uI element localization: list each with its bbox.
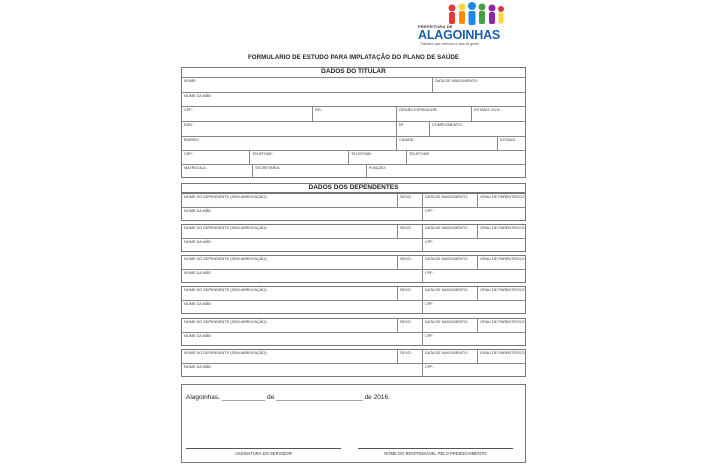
people-logo-icon [446,2,508,30]
dependente-nascimento-field[interactable]: DATA DE NASCIMENTO: [425,320,469,324]
dependente-sexo-field[interactable]: SEXO: [400,288,412,292]
servidor-signature-line[interactable] [186,448,341,449]
dependentes-heading: DADOS DOS DEPENDENTES [308,184,399,191]
dependente-block [181,255,526,283]
matricula-field[interactable]: MATRICULA: [184,166,207,170]
dependente-mae-field[interactable]: NOME DA MÃE: [184,302,212,306]
nome-mae-field[interactable]: NOME DA MÃE: [184,94,212,98]
estado-field[interactable]: ESTADO: [500,138,517,142]
estado-civil-field[interactable]: ESTADO CIVIL: [474,108,501,112]
dependente-mae-field[interactable]: NOME DA MÃE: [184,209,212,213]
titular-heading: DADOS DO TITULAR [321,68,386,75]
data-nascimento-field[interactable]: DATA DE NASCIMENTO: [435,79,479,83]
prefeitura-logo [418,2,518,48]
dependente-cpf-field[interactable]: CPF: [425,302,434,306]
funcao-field[interactable]: FUNÇÃO: [369,166,387,170]
telefone-3-field[interactable]: TELEFONE: [409,152,431,156]
dependente-nascimento-field[interactable]: DATA DE NASCIMENTO: [425,195,469,199]
dependente-sexo-field[interactable]: SEXO: [400,257,412,261]
dependentes-heading-box [181,183,526,193]
dependente-cpf-field[interactable]: CPF: [425,365,434,369]
telefone-1-field[interactable]: TELEFONE: [252,152,274,156]
responsavel-signature-line[interactable] [358,448,513,449]
dependente-nome-field[interactable]: NOME DO DEPENDENTE (SEM ABREVIAÇÃO): [184,195,268,199]
rg-field[interactable]: RG: [315,108,322,112]
servidor-signature-label: ASSINATURA DO SERVIDOR [235,451,292,456]
dependente-cpf-field[interactable]: CPF: [425,334,434,338]
dependente-sexo-field[interactable]: SEXO: [400,195,412,199]
dependente-block [181,349,526,377]
dependente-mae-field[interactable]: NOME DA MÃE: [184,365,212,369]
endereco-field[interactable]: END: [184,123,194,127]
dependente-parentesco-field[interactable]: GRAU DE PARENTESCO: [480,320,526,324]
dependente-parentesco-field[interactable]: GRAU DE PARENTESCO: [480,257,526,261]
orgao-expedidor-field[interactable]: ÓRGÃO EXPEDIDOR: [399,108,438,112]
dependente-nome-field[interactable]: NOME DO DEPENDENTE (SEM ABREVIAÇÃO): [184,257,268,261]
dependente-parentesco-field[interactable]: GRAU DE PARENTESCO: [480,226,526,230]
dependente-mae-field[interactable]: NOME DA MÃE: [184,271,212,275]
dependente-mae-field[interactable]: NOME DA MÃE: [184,240,212,244]
local-data-line[interactable]: Alagoinhas, ____________ de ________________________ de 2016. [186,394,390,401]
cep-field[interactable]: CEP: [184,152,193,156]
dependente-nascimento-field[interactable]: DATA DE NASCIMENTO: [425,351,469,355]
nome-field[interactable]: NOME: [184,79,197,83]
dependente-block [181,224,526,252]
logo-prefix: PREFEITURA DE [418,24,453,29]
dependente-nascimento-field[interactable]: DATA DE NASCIMENTO: [425,257,469,261]
dependente-sexo-field[interactable]: SEXO: [400,226,412,230]
form-title: FORMULARIO DE ESTUDO PARA IMPLATAÇÃO DO PLANO DE SAÚDE [247,54,460,61]
titular-section [181,67,526,178]
dependente-nascimento-field[interactable]: DATA DE NASCIMENTO: [425,226,469,230]
dependente-nome-field[interactable]: NOME DO DEPENDENTE (SEM ABREVIAÇÃO): [184,351,268,355]
dependente-mae-field[interactable]: NOME DA MÃE: [184,334,212,338]
cidade-field[interactable]: CIDADE: [399,138,415,142]
numero-field[interactable]: Nº: [399,123,405,127]
logo-name: ALAGOINHAS [418,28,501,42]
telefone-2-field[interactable]: TELEFONE: [351,152,373,156]
complemento-field[interactable]: COMPLEMENTO: [432,123,463,127]
dependente-cpf-field[interactable]: CPF: [425,271,434,275]
secretaria-field[interactable]: SECRETARIA: [255,166,281,170]
dependente-cpf-field[interactable]: CPF: [425,209,434,213]
dependente-cpf-field[interactable]: CPF: [425,240,434,244]
bairro-field[interactable]: BAIRRO: [184,138,200,142]
logo-tagline: Trabalho que melhora a vida da gente [420,42,480,46]
dependente-nome-field[interactable]: NOME DO DEPENDENTE (SEM ABREVIAÇÃO): [184,226,268,230]
responsavel-signature-label: NOME DO RESPONSÁVEL PELO PREENCHIMENTO [384,451,487,456]
cpf-field[interactable]: CPF: [184,108,193,112]
dependente-sexo-field[interactable]: SEXO: [400,320,412,324]
assinatura-section [181,384,526,463]
dependente-block [181,193,526,221]
dependente-parentesco-field[interactable]: GRAU DE PARENTESCO: [480,288,526,292]
dependente-nascimento-field[interactable]: DATA DE NASCIMENTO: [425,288,469,292]
dependente-block [181,286,526,314]
dependente-parentesco-field[interactable]: GRAU DE PARENTESCO: [480,195,526,199]
dependente-block [181,318,526,346]
dependente-nome-field[interactable]: NOME DO DEPENDENTE (SEM ABREVIAÇÃO): [184,288,268,292]
dependente-nome-field[interactable]: NOME DO DEPENDENTE (SEM ABREVIAÇÃO): [184,320,268,324]
dependente-sexo-field[interactable]: SEXO: [400,351,412,355]
dependente-parentesco-field[interactable]: GRAU DE PARENTESCO: [480,351,526,355]
